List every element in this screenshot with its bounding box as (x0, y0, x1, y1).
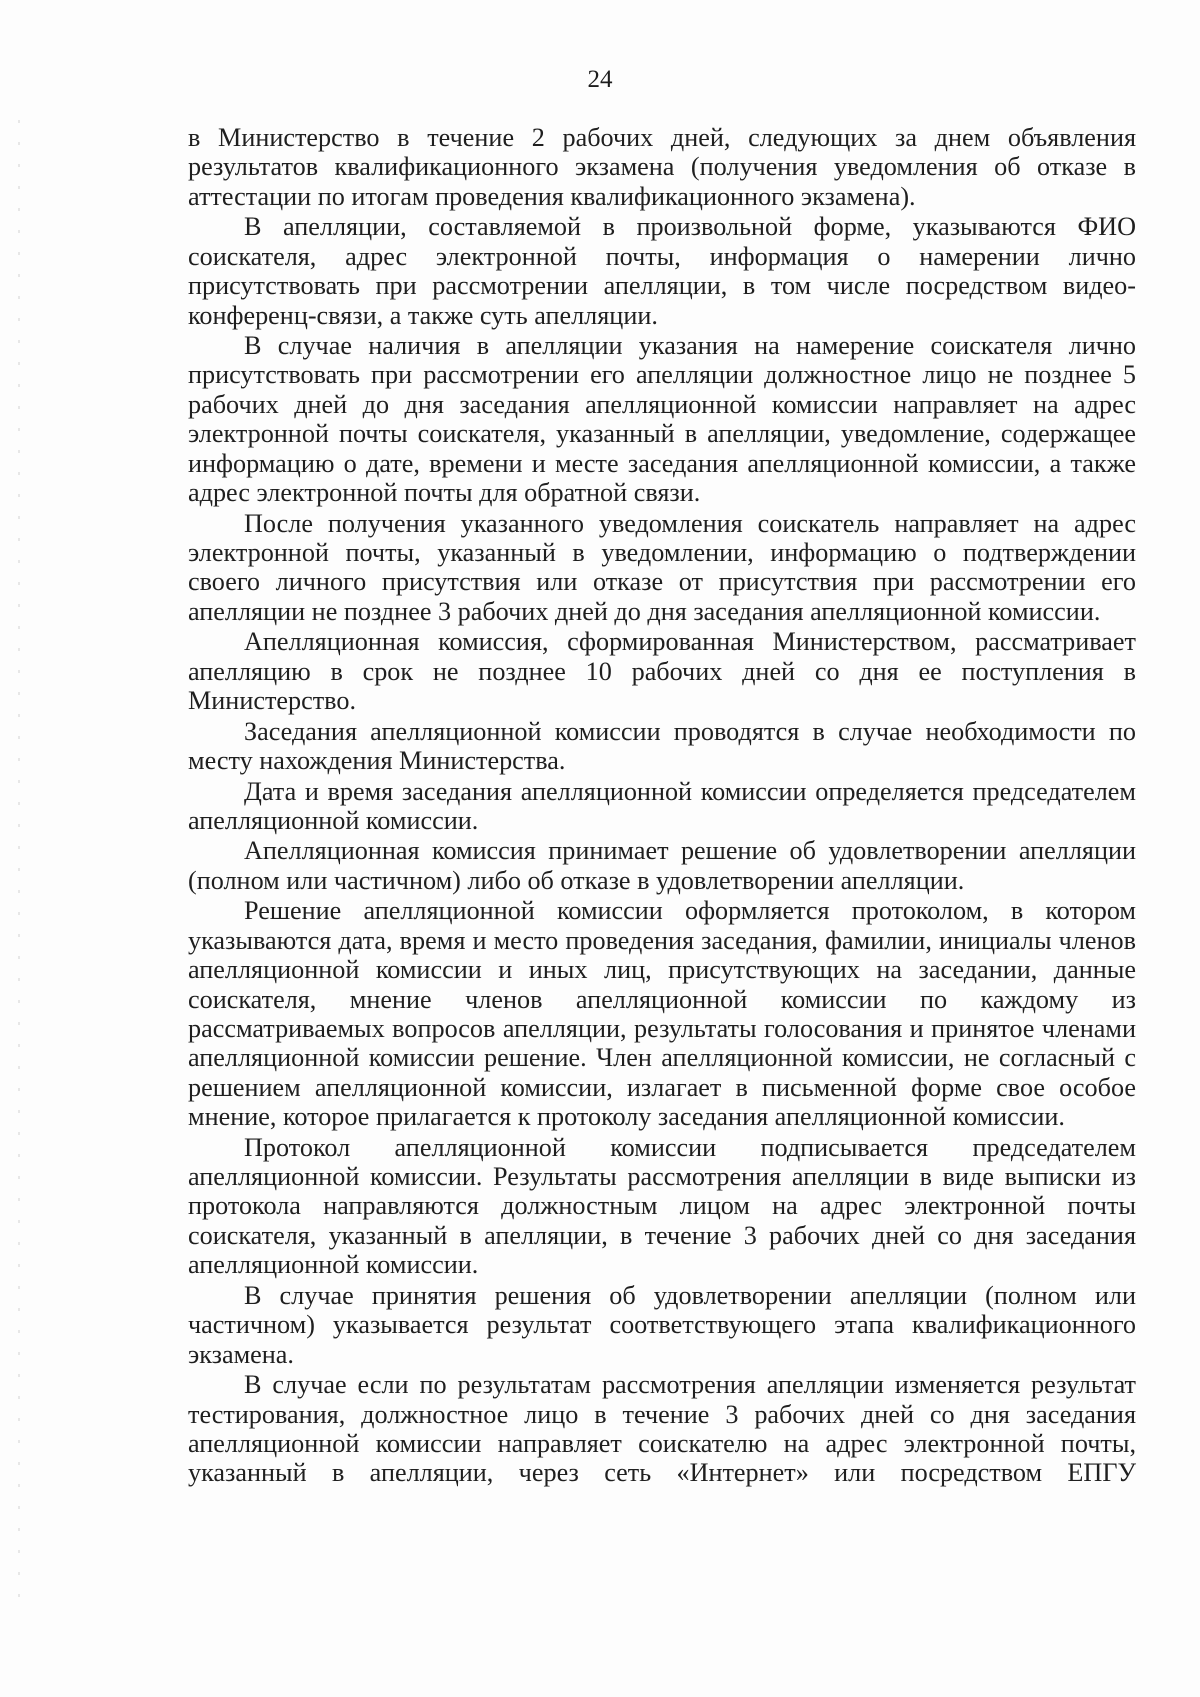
paragraph: В апелляции, составляемой в произвольной форме, указываются ФИО соискателя, адрес электронной почты, информация о намерении лично присутствовать при рассмотрении апелляции, в том числе посредством видео-конференц-связи, а также суть апелляции. (188, 212, 1136, 330)
paragraph: В случае принятия решения об удовлетворении апелляции (полном или частичном) указывается результат соответствующего этапа квалификационного экзамена. (188, 1280, 1136, 1369)
paragraph: Дата и время заседания апелляционной комиссии определяется председателем апелляционной комиссии. (188, 776, 1136, 835)
paragraph: Решение апелляционной комиссии оформляется протоколом, в котором указываются дата, время и место проведения заседания, фамилии, инициалы членов апелляционной комиссии и иных лиц, присутствующих на заседании, данные соискателя, мнение членов апелляционной комиссии по каждому из рассматриваемых вопросов апелляции, результаты голосования и принятое членами апелляционной комиссии решение. Член апелляционной комиссии, не согласный с решением апелляционной комиссии, излагает в письменной форме свое особое мнение, которое прилагается к протоколу заседания апелляционной комиссии. (188, 896, 1136, 1132)
paragraph: Протокол апелляционной комиссии подписывается председателем апелляционной комиссии. Результаты рассмотрения апелляции в виде выписки из протокола направляются должностным лицом на адрес электронной почты соискателя, указанный в апелляции, в течение 3 рабочих дней со дня заседания апелляционной комиссии. (188, 1132, 1136, 1280)
paragraph: В случае если по результатам рассмотрения апелляции изменяется результат тестирования, должностное лицо в течение 3 рабочих дней со дня заседания апелляционной комиссии направляет соискателю на адрес электронной почты, указанный в апелляции, через сеть «Интернет» или посредством ЕПГУ (188, 1370, 1136, 1488)
paragraph: Апелляционная комиссия, сформированная Министерством, рассматривает апелляцию в срок не позднее 10 рабочих дней со дня ее поступления в Министерство. (188, 627, 1136, 716)
paragraph: В случае наличия в апелляции указания на намерение соискателя лично присутствовать при рассмотрении его апелляции должностное лицо не позднее 5 рабочих дней до дня заседания апелляционной комиссии направляет на адрес электронной почты соискателя, указанный в апелляции, уведомление, содержащее информацию о дате, времени и месте заседания апелляционной комиссии, а также адрес электронной почты для обратной связи. (188, 331, 1136, 508)
page-number: 24 (587, 66, 613, 93)
document-body (188, 123, 1136, 1489)
paragraph: Апелляционная комиссия принимает решение об удовлетворении апелляции (полном или частичном) либо об отказе в удовлетворении апелляции. (188, 836, 1136, 895)
paragraph: в Министерство в течение 2 рабочих дней, следующих за днем объявления результатов квалификационного экзамена (получения уведомления об отказе в аттестации по итогам проведения квалификационного экзамена). (188, 123, 1136, 211)
paragraph: Заседания апелляционной комиссии проводятся в случае необходимости по месту нахождения Министерства. (188, 716, 1136, 775)
scan-edge-artifact (18, 120, 20, 1600)
paragraph: После получения указанного уведомления соискатель направляет на адрес электронной почты, указанный в уведомлении, информацию о подтверждении своего личного присутствия или отказе от присутствия при рассмотрении его апелляции не позднее 3 рабочих дней до дня заседания апелляционной комиссии. (188, 508, 1136, 626)
